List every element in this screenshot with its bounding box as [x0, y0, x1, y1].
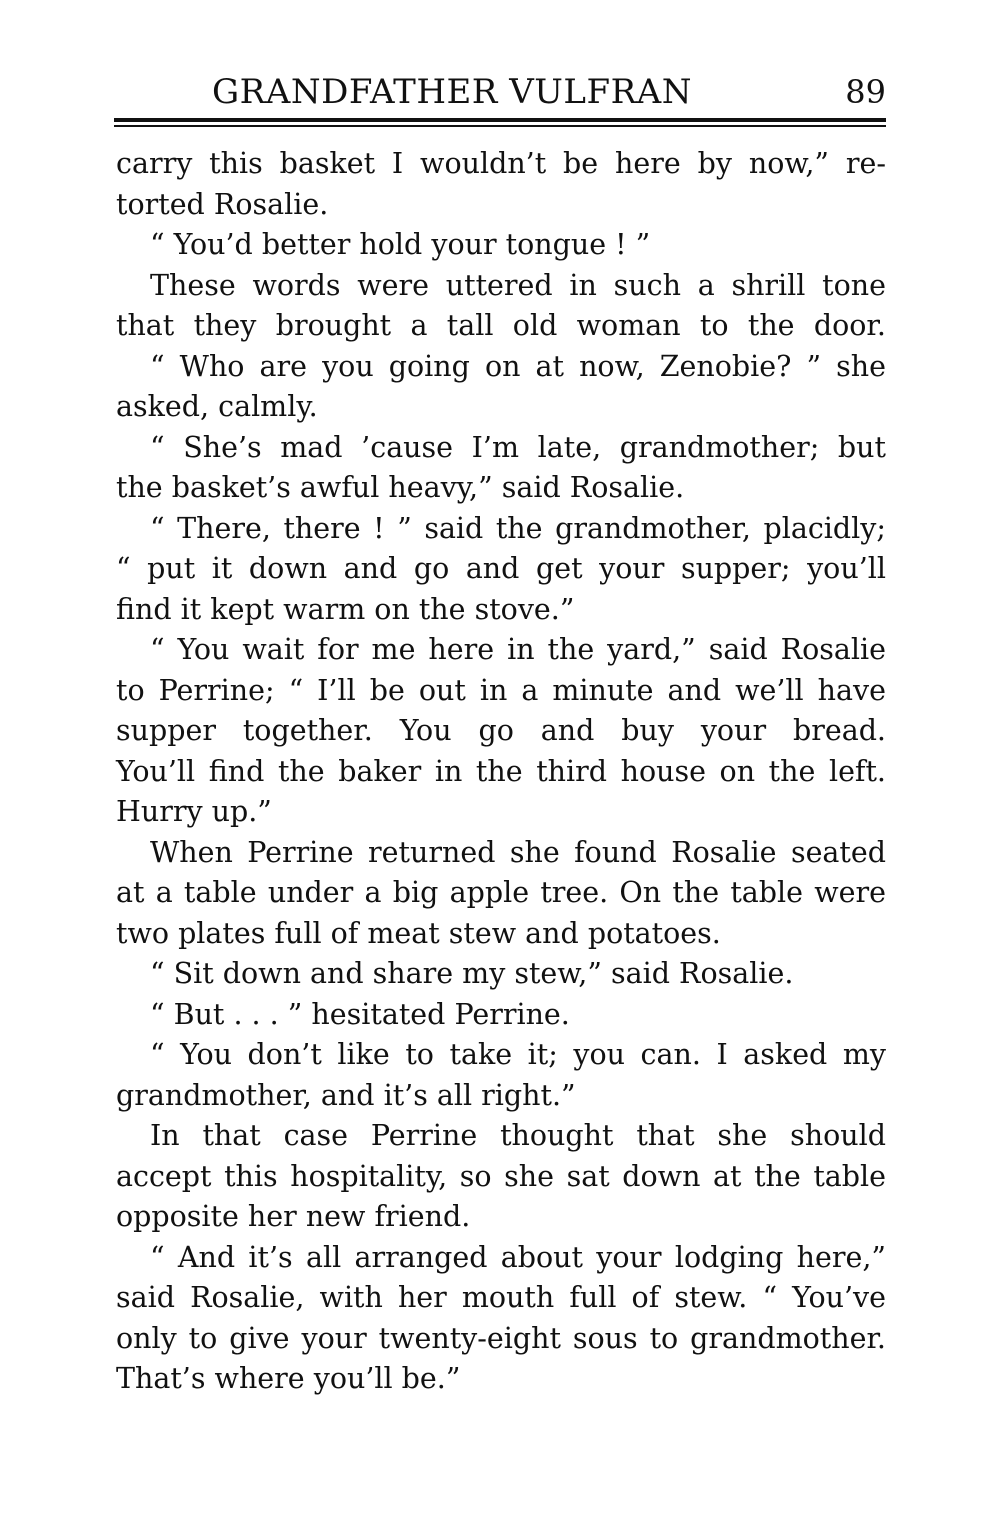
text-line: carry this basket I wouldn’t be here by now,” re- [116, 147, 886, 180]
text-line: “ Sit down and share my stew,” said Rosalie. [150, 957, 794, 990]
text-line: That’s where you’ll be.” [116, 1362, 461, 1395]
running-title: GRANDFATHER VULFRAN [212, 72, 692, 112]
text-line: “ put it down and go and get your supper; you’ll [116, 552, 886, 585]
text-line: torted Rosalie. [116, 187, 329, 221]
text-line: “ You don’t like to take it; you can. I asked my [150, 1038, 886, 1071]
text-line: “ You’d better hold your tongue ! ” [150, 228, 651, 261]
page-number: 89 [845, 73, 886, 111]
header-rule-thin [114, 125, 886, 127]
text-line: accept this hospitality, so she sat down at the table [116, 1159, 886, 1193]
text-line: grandmother, and it’s all right.” [116, 1078, 576, 1112]
text-line: supper together. You go and buy your bread. [116, 714, 886, 747]
header-rule-thick [114, 118, 886, 122]
text-line: “ You wait for me here in the yard,” said Rosalie [150, 633, 886, 666]
text-line: “ Who are you going on at now, Zenobie? ” she [150, 349, 886, 383]
text-line: two plates full of meat stew and potatoes. [116, 916, 721, 950]
text-line: Hurry up.” [116, 795, 272, 828]
text-line: In that case Perrine thought that she should [150, 1119, 886, 1152]
body-text [116, 144, 886, 1400]
text-line: only to give your twenty-eight sous to grandmother. [116, 1321, 886, 1355]
text-line: When Perrine returned she found Rosalie seated [150, 835, 886, 869]
text-line: “ And it’s all arranged about your lodging here,” [150, 1240, 886, 1274]
text-line: that they brought a tall old woman to the door. [116, 309, 886, 342]
text-line: the basket’s awful heavy,” said Rosalie. [116, 471, 685, 504]
text-line: find it kept warm on the stove.” [116, 592, 575, 626]
running-header [114, 70, 886, 114]
text-line: “ But . . . ” hesitated Perrine. [150, 997, 570, 1031]
text-line: said Rosalie, with her mouth full of stew. “ You’ve [116, 1281, 886, 1314]
text-line: opposite her new friend. [116, 1200, 471, 1233]
text-line: “ She’s mad ’cause I’m late, grandmother; but [150, 430, 886, 464]
text-line: “ There, there ! ” said the grandmother, placidly; [150, 511, 886, 545]
text-line: at a table under a big apple tree. On the table were [116, 876, 886, 909]
text-line: to Perrine; “ I’ll be out in a minute and we’ll have [116, 673, 886, 707]
text-line: These words were uttered in such a shrill tone [150, 268, 886, 302]
text-line: You’ll find the baker in the third house on the left. [116, 754, 886, 788]
text-line: asked, calmly. [116, 390, 318, 423]
